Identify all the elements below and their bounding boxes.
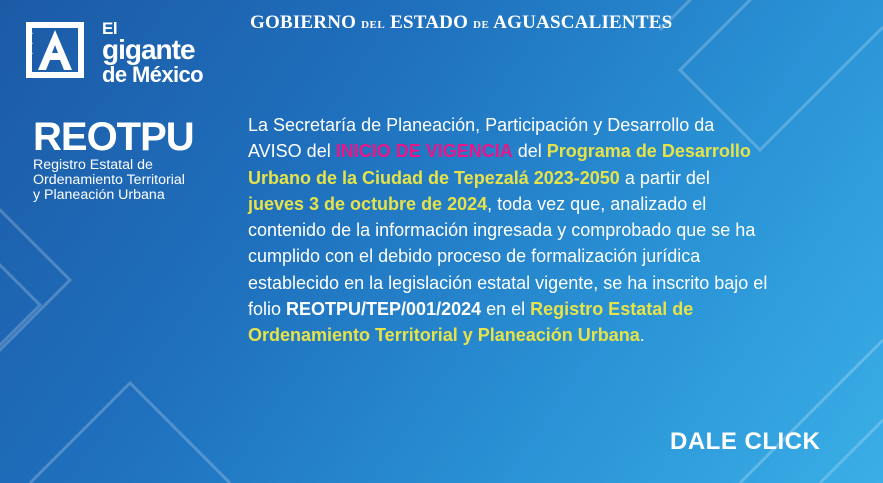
gov-title-part: DE [473,19,490,31]
aguascalientes-a-logo-icon [22,20,88,80]
gov-title-part: GOBIERNO [250,12,357,33]
notice-text-segment: en el [481,299,531,320]
notice-highlight-date: jueves 3 de octubre de 2024 [248,193,488,214]
el-gigante-de-mexico-brand [100,18,230,88]
notice-text-segment: La Secretaría de Planeación, Participación y Desarrollo da AVISO del [248,115,715,162]
state-government-title [250,12,673,36]
gov-title-part: DEL [361,19,386,31]
reotpu-subtitle-line: Registro Estatal de [33,157,153,173]
reotpu-acronym: REOTPU [33,115,194,159]
gov-title-part: AGUASCALIENTES [493,12,673,33]
brand-line-3: de México [102,62,203,87]
notice-text-segment: a partir del [619,167,710,188]
brand-line-1: El [102,19,118,38]
notice-highlight-vigencia: INICIO DE VIGENCIA [335,141,513,162]
notice-text-segment: del [512,141,547,162]
notice-highlight-program: Programa de Desarrollo Urbano de la Ciudad de Tepezalá 2023-2050 [248,141,751,188]
reotpu-logo [33,116,233,203]
gov-title-part: ESTADO [390,12,469,33]
notice-text [248,112,768,349]
notice-text-segment: . [639,325,645,346]
reotpu-subtitle-line: y Planeación Urbana [33,187,165,203]
notice-text-segment: , toda vez que, analizado el contenido de la información ingresada y comprobado que se ha cumplido con el debido proceso de formalización jurídica establecido en la legislación estatal vigente, se ha inscrito bajo el folio [248,193,768,320]
brand-line-2: gigante [102,34,195,65]
notice-folio: REOTPU/TEP/001/2024 [286,299,482,320]
dale-click-button[interactable]: DALE CLICK [670,428,821,455]
notice-highlight-registry: Registro Estatal de Ordenamiento Territorial y Planeación Urbana [248,299,694,346]
reotpu-subtitle-line: Ordenamiento Territorial [33,172,185,188]
